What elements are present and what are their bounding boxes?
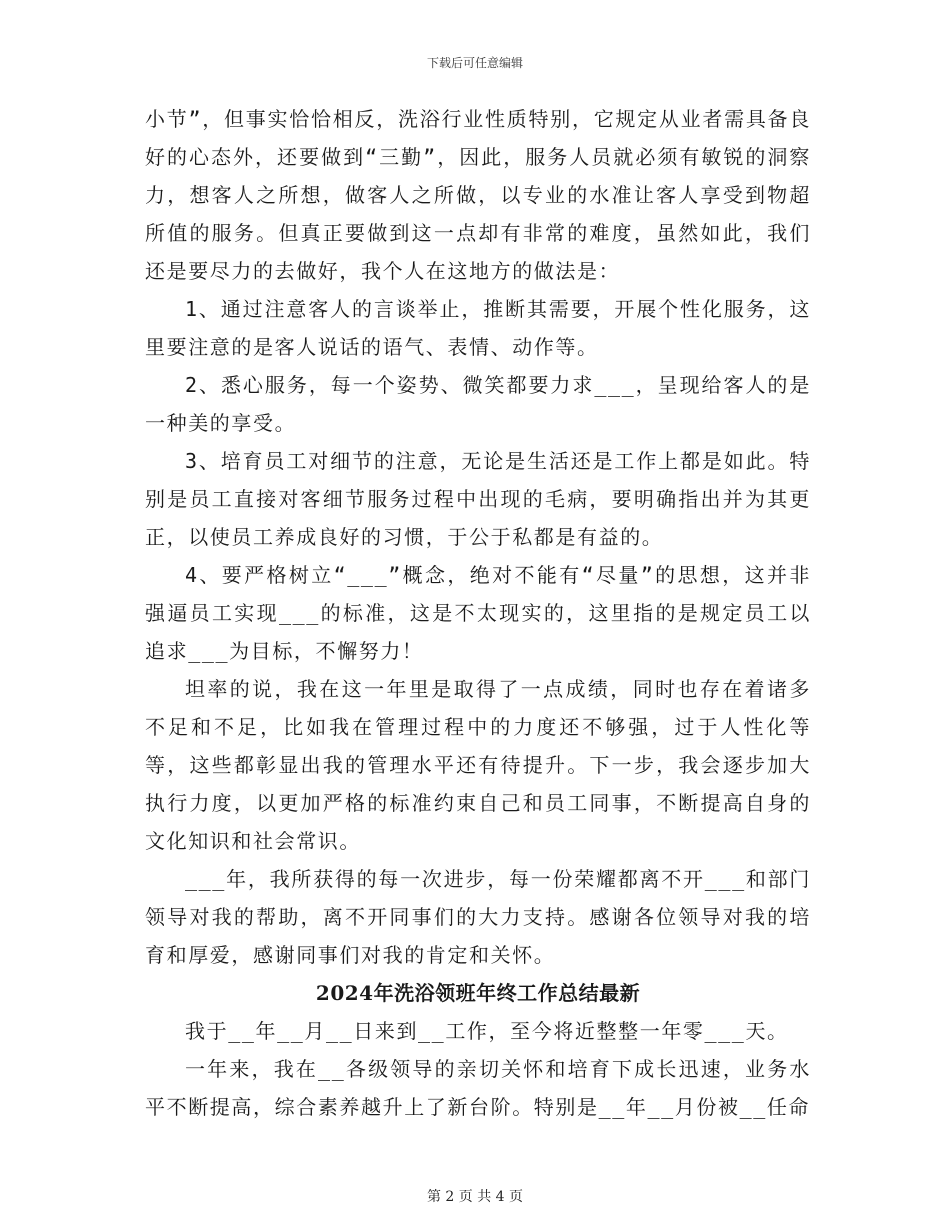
paragraph: 1、通过注意客人的言谈举止，推断其需要，开展个性化服务，这里要注意的是客人说话的语气、表情、动作等。 [145, 297, 811, 359]
paragraph: 我于__年__月__日来到__工作，至今将近整整一年零___天。 [185, 1019, 789, 1043]
paragraphs-after [145, 1012, 811, 1126]
page-header: 下载后可任意编辑 [426, 56, 523, 70]
paragraphs-before [145, 100, 811, 974]
paragraph: 坦率的说，我在这一年里是取得了一点成绩，同时也存在着诸多不足和不足，比如我在管理过程中的力度还不够强，过于人性化等等，这些都彰显出我的管理水平还有待提升。下一步，我会逐步加大执行力度，以更加严格的标准约束自己和员工同事，不断提高自身的文化知识和社会常识。 [145, 677, 811, 853]
page-footer: 第 2 页 共 4 页 [426, 1189, 524, 1205]
section-title: 2024年洗浴领班年终工作总结最新 [315, 981, 641, 1005]
paragraph: 3、培育员工对细节的注意，无论是生活还是工作上都是如此。特别是员工直接对客细节服务过程中出现的毛病，要明确指出并为其更正，以使员工养成良好的习惯，于公于私都是有益的。 [145, 449, 811, 549]
paragraph: 一年来，我在__各级领导的亲切关怀和培育下成长迅速，业务水平不断提高，综合素养越升上了新台阶。特别是__年__月份被__任命 [145, 1057, 811, 1119]
paragraph: 2、悉心服务，每一个姿势、微笑都要力求___，呈现给客人的是一种美的享受。 [145, 373, 811, 435]
paragraph: 4、要严格树立“___”概念，绝对不能有“尽量”的思想，这并非强逼员工实现___的标准，这是不太现实的，这里指的是规定员工以追求___为目标，不懈努力！ [145, 563, 811, 663]
paragraph: ___年，我所获得的每一次进步，每一份荣耀都离不开___和部门领导对我的帮助，离不开同事们的大力支持。感谢各位领导对我的培育和厚爱，感谢同事们对我的肯定和关怀。 [145, 867, 811, 967]
paragraph: 小节”，但事实恰恰相反，洗浴行业性质特别，它规定从业者需具备良好的心态外，还要做到“三勤”，因此，服务人员就必须有敏锐的洞察力，想客人之所想，做客人之所做，以专业的水准让客人享受到物超所值的服务。但真正要做到这一点却有非常的难度，虽然如此，我们还是要尽力的去做好，我个人在这地方的做法是： [145, 107, 811, 283]
document-body [145, 100, 811, 1126]
